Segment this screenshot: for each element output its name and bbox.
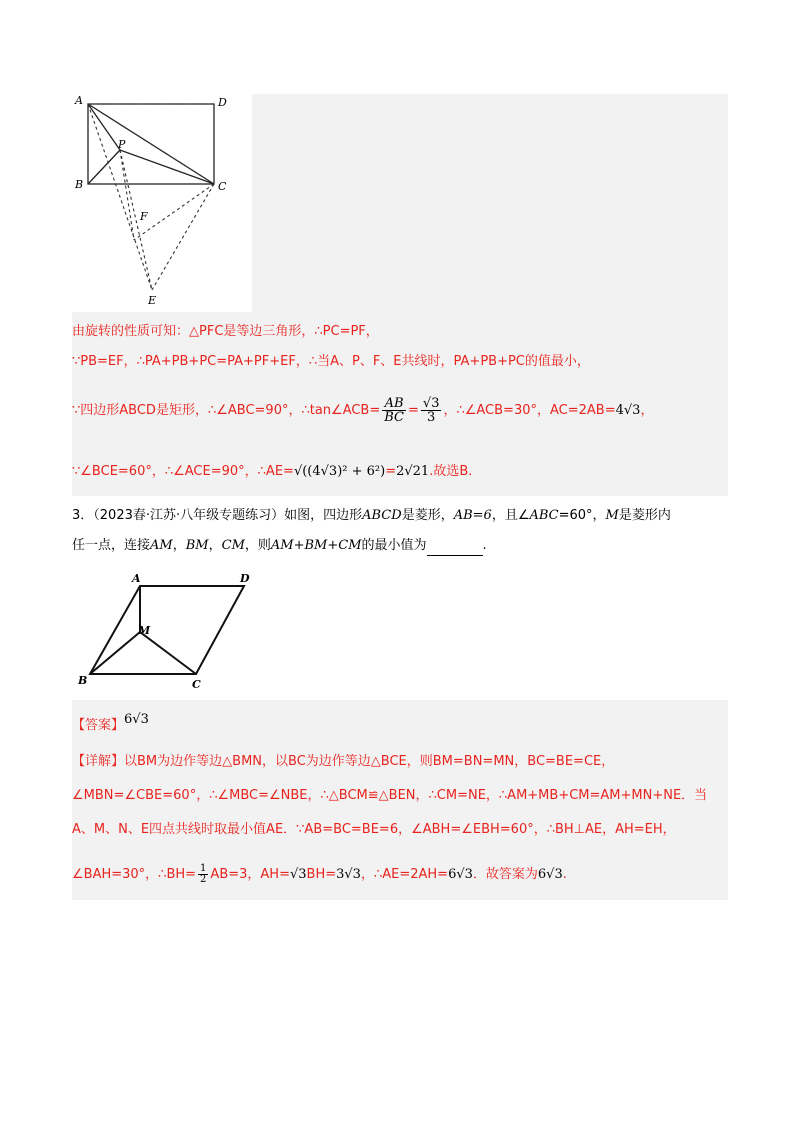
solution-line-4: ∵∠BCE=60°，∴∠ACE=90°，∴AE=√((4√3)² + 6²)=2√21.故选B.: [72, 464, 473, 479]
answer-line: 【答案】6√3: [72, 712, 149, 733]
answer-blank: [427, 541, 483, 556]
figure-rhombus-diagram: [74, 570, 274, 690]
fraction-ab-bc: $\frac{AB}{BC}$: [384, 396, 404, 425]
label-c: C: [192, 678, 201, 690]
label-a: A: [75, 94, 83, 107]
solution-line-1: 由旋转的性质可知：△PFC是等边三角形，∴PC=PF，: [72, 324, 379, 339]
label-c: C: [218, 180, 227, 193]
value-4sqrt3: 4√3: [615, 403, 641, 418]
detail-line-1: 【详解】以BM为边作等边△BMN，以BC为边作等边△BCE，则BM=BN=MN，BC=BE=CE，: [72, 754, 615, 769]
answer-value: 6√3: [124, 712, 149, 727]
label-d: D: [240, 572, 250, 585]
label-a: A: [132, 572, 141, 585]
question3-line-2: 任一点，连接AM，BM，CM，则AM+BM+CM的最小值为 .: [72, 536, 487, 556]
question3-line-1: 3．（2023春·江苏·八年级专题练习）如图，四边形ABCD是菱形，AB=6，且∠ABC=60°，M是菱形内: [72, 508, 671, 523]
detail-line-4: ∠BAH=30°，∴BH= $\frac{1}{2}$ AB=3，AH=√3BH=3√3，∴AE=2AH=6√3．故答案为6√3.: [72, 863, 567, 885]
label-e: E: [148, 294, 157, 307]
detail-line-3: A、M、N、E四点共线时取最小值AE．∵AB=BC=BE=6，∠ABH=∠EBH=60°，∴BH⊥AE，AH=EH，: [72, 822, 676, 837]
label-b: B: [78, 674, 88, 687]
fraction-one-half: $\frac{1}{2}$: [200, 863, 207, 885]
detail-line-2: ∠MBN=∠CBE=60°，∴∠MBC=∠NBE，∴△BCM≌△BEN，∴CM=NE，∴AM+MB+CM=AM+MN+NE．当: [72, 788, 708, 803]
label-m: M: [138, 624, 151, 637]
label-d: D: [218, 96, 227, 109]
value-2sqrt21: 2√21: [396, 464, 430, 479]
label-f: F: [140, 210, 148, 223]
label-p: P: [118, 138, 126, 151]
label-b: B: [75, 178, 84, 191]
solution-line-2: ∵PB=EF，∴PA+PB+PC=PA+PF+EF，∴当A、P、F、E共线时，PA+PB+PC的值最小，: [72, 354, 590, 369]
solution-line-3: ∵四边形ABCD是矩形，∴∠ABC=90°，∴tan∠ACB= $\frac{AB}{BC}$ = $\frac{√3}{3}$ ，∴∠ACB=30°，AC=2AB=4√3，: [72, 396, 654, 425]
fraction-sqrt3-3: $\frac{√3}{3}$: [422, 396, 440, 425]
root-expression: √((4√3)² + 6²): [293, 464, 386, 479]
rhombus-abcd: [90, 586, 244, 674]
figure-rectangle-diagram: [72, 92, 252, 312]
